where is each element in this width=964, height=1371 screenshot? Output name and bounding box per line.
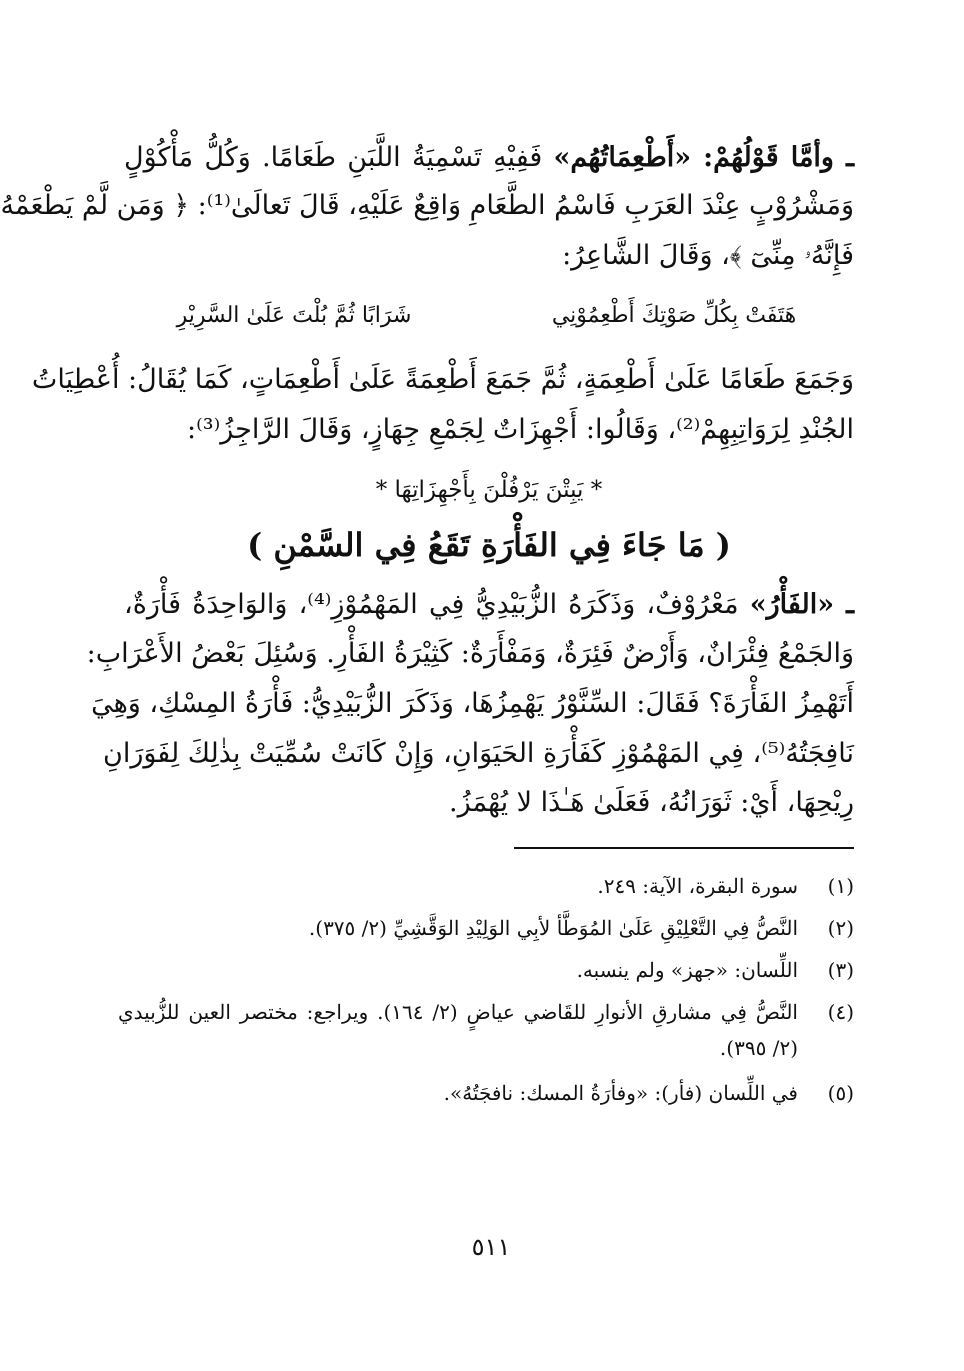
footnote-number: (٥) [827, 1081, 854, 1105]
verse-second-hemistich: شَرَابًا ثُمَّ بُلْتَ عَلَىٰ السَّرِيْرِ [176, 303, 412, 328]
footnote-text: النَّصُّ فِي التَّعْلِيْقِ عَلَىٰ المُوَطَّأ لأبِي الوَلِيْدِ الوَقَّشِيِّ (٢/ ٣٧٥). [308, 916, 798, 940]
footnote-1 [118, 868, 854, 904]
footnote-2 [118, 910, 854, 946]
section-heading: ( مَا جَاءَ فِي الفَأْرَةِ تَقَعُ فِي السَّمْنِ ) [247, 526, 731, 564]
paragraph-3-line-2: وَالجَمْعُ فِئْرَانٌ، وَأَرْضٌ فَئِرَةٌ، وَمَفْأَرَةٌ: كَثِيْرَةُ الفَأْرِ. وَسُئِلَ بَعْضُ الأَعْرَابِ: [86, 638, 854, 669]
footnote-divider [514, 847, 854, 849]
paragraph-3-lead: ـ «الفَأْرُ» [749, 589, 854, 620]
footnote-number: (٤) [827, 1000, 854, 1024]
paragraph-3-line-1-text: مَعْرُوْفٌ، وَذَكَرَهُ الزُّبَيْدِيُّ فِي المَهْمُوْزِ⁽⁴⁾، وَالوَاحِدَةُ فَأْرَةٌ، [124, 589, 750, 620]
footnote-number: (٢) [827, 916, 854, 940]
paragraph-2-line-2: الجُنْدِ لِرَوَاتِبِهِمْ⁽²⁾، وَقَالُوا: أَجْهِزَاتٌ لِجَمْعِ جِهَازٍ، وَقَالَ الرَّاجِزُ⁽³⁾: [187, 414, 854, 445]
footnote-text: النَّصُّ فِي مشارقِ الأنوارِ للقَاضي عياضٍ (٢/ ١٦٤). ويراجع: مختصر العين للزُّبيدي (٢/ ٣٩٥). [118, 1000, 798, 1060]
footnote-text: سورة البقرة، الآية: ٢٤٩. [597, 874, 798, 898]
footnote-3 [118, 952, 854, 988]
footnote-4 [118, 994, 854, 1070]
paragraph-1-lead: ـ وأمَّا قَوْلُهُمْ: «أَطْعِمَاتُهُم» [553, 142, 854, 173]
paragraph-3-line-3: أَتَهْمِزُ الفَأْرَةَ؟ فَقَالَ: السِّنَّوْرُ يَهْمِزُهَا، وَذَكَرَ الزُّبَيْدِيُّ: فَأْرَةُ المِسْكِ، وَهِيَ [91, 688, 854, 719]
paragraph-3-line-5: رِيْحِهَا، أَيْ: ثَوَرَانُهُ، فَعَلَىٰ هَـٰذَا لا يُهْمَزُ. [449, 787, 854, 818]
footnote-number: (٣) [827, 958, 854, 982]
footnote-number: (١) [827, 874, 854, 898]
verse-first-hemistich: هَتَفَتْ بِكُلِّ صَوْتِكَ أَطْعِمُوْنِي [551, 303, 797, 328]
rajaz-verse: * يَبِتْنَ يَرْفُلْنَ بِأَجْهِزَاتِهَا * [375, 477, 603, 503]
footnote-text: في اللِّسان (فأر): «وفأرَةُ المسك: نافجَتُهُ». [443, 1081, 798, 1105]
paragraph-3-line-4: نَافِجَتُهُ⁽⁵⁾، فِي المَهْمُوْزِ كَفَأْرَةِ الحَيَوَانِ، وَإِنْ كَانَتْ سُمِّيَتْ بِذٰلِكَ لِفَوَرَانِ [102, 738, 854, 769]
paragraph-1-line-2: وَمَشْرُوْبٍ عِنْدَ العَرَبِ فَاسْمُ الطَّعَامِ وَاقِعٌ عَلَيْهِ، قَالَ تَعالَىٰ⁽¹⁾: ﴿ وَمَن لَّمْ يَطْعَمْهُ [0, 190, 854, 221]
footnote-text: اللِّسان: «جهز» ولم ينسبه. [576, 958, 798, 982]
footnote-5 [118, 1075, 854, 1111]
poetry-verse [124, 296, 854, 336]
paragraph-3-line-1 [124, 585, 854, 625]
paragraph-1-line-1-text: فَفِيْهِ تَسْمِيَةُ اللَّبَنِ طَعَامًا. وَكُلُّ مَأْكُوْلٍ [124, 142, 554, 173]
paragraph-1-line-3: فَإِنَّهُۥ مِنِّىٓ ﴾، وَقَالَ الشَّاعِرُ: [562, 240, 854, 271]
page-number: ٥١١ [471, 1233, 511, 1261]
paragraph-2-line-1: وَجَمَعَ طَعَامًا عَلَىٰ أَطْعِمَةٍ، ثُمَّ جَمَعَ أَطْعِمَةً عَلَىٰ أَطْعِمَاتٍ، كَمَا يُقَالُ: أُعْطِيَاتُ [31, 364, 854, 395]
paragraph-1-line-1 [124, 138, 854, 178]
